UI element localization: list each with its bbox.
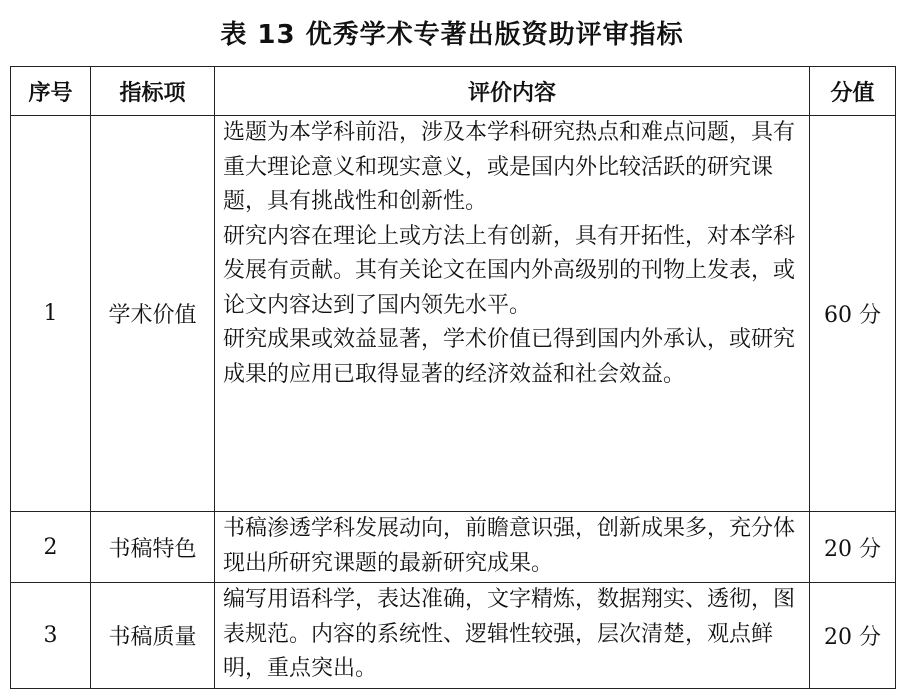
content-paragraph: 编写用语科学，表达准确，文字精炼，数据翔实、透彻，图表规范。内容的系统性、逻辑性较强，层次清楚，观点鲜明，重点突出。 <box>223 587 796 681</box>
table-row <box>11 583 896 689</box>
row-item: 书稿特色 <box>91 512 215 583</box>
header-item: 指标项 <box>91 67 215 116</box>
content-paragraph: 研究成果或效益显著，学术价值已得到国内外承认，或研究成果的应用已取得显著的经济效益和社会效益。 <box>223 327 796 387</box>
header-row <box>11 67 896 116</box>
header-score: 分值 <box>810 67 896 116</box>
row-item: 书稿质量 <box>91 583 215 689</box>
header-no: 序号 <box>11 67 91 116</box>
row-score: 60 分 <box>810 116 896 512</box>
row-no: 2 <box>11 512 91 583</box>
header-content: 评价内容 <box>215 67 810 116</box>
content-paragraph: 书稿渗透学科发展动向，前瞻意识强，创新成果多，充分体现出所研究课题的最新研究成果。 <box>223 516 796 576</box>
row-content <box>215 512 810 583</box>
table-row <box>11 116 896 512</box>
table-title: 表 13 优秀学术专著出版资助评审指标 <box>220 20 684 50</box>
row-score: 20 分 <box>810 583 896 689</box>
evaluation-table <box>10 66 896 689</box>
row-score: 20 分 <box>810 512 896 583</box>
row-no: 1 <box>11 116 91 512</box>
row-no: 3 <box>11 583 91 689</box>
table-row <box>11 512 896 583</box>
content-paragraph: 选题为本学科前沿，涉及本学科研究热点和难点问题，具有重大理论意义和现实意义，或是国内外比较活跃的研究课题，具有挑战性和创新性。 <box>223 120 796 214</box>
row-item: 学术价值 <box>91 116 215 512</box>
row-content <box>215 116 810 512</box>
row-content <box>215 583 810 689</box>
content-paragraph: 研究内容在理论上或方法上有创新，具有开拓性，对本学科发展有贡献。其有关论文在国内外高级别的刊物上发表，或论文内容达到了国内领先水平。 <box>223 223 796 318</box>
